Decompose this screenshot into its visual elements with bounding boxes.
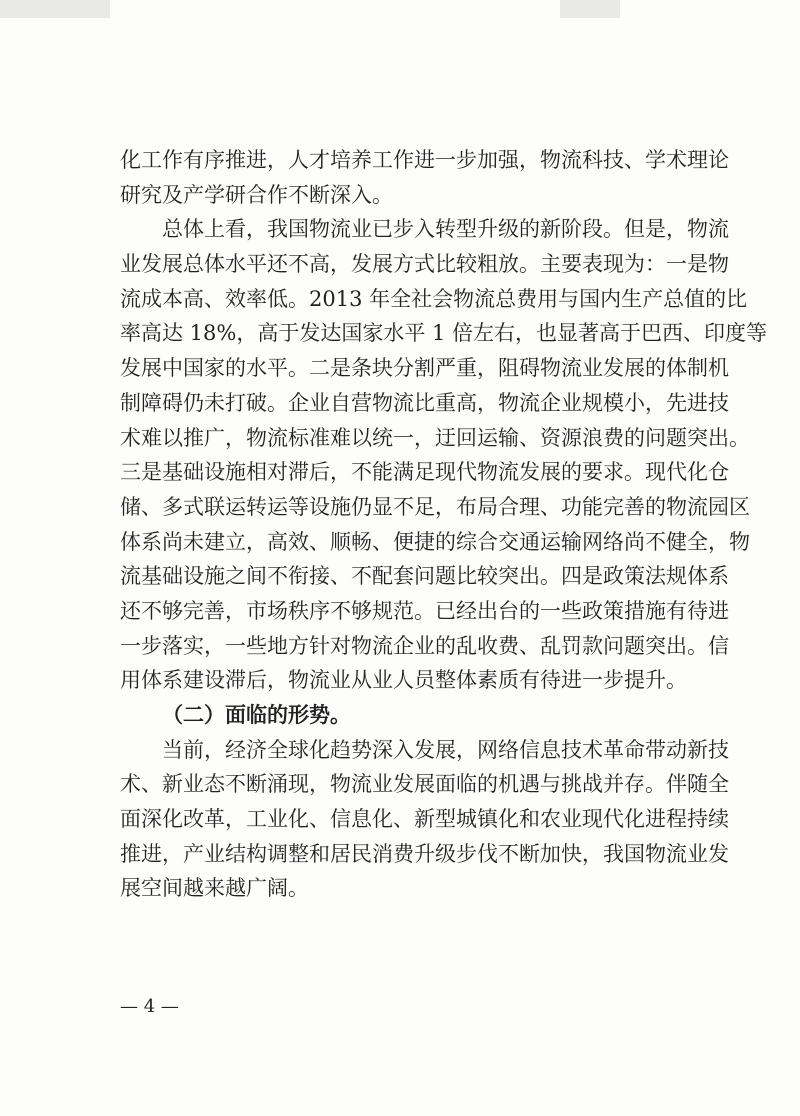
document-body <box>120 143 768 906</box>
text-line: 业发展总体水平还不高，发展方式比较粗放。主要表现为：一是物 <box>120 252 729 277</box>
text-line: 发展中国家的水平。二是条块分割严重，阻碍物流业发展的体制机 <box>120 356 729 381</box>
text-line: 率高达 18%，高于发达国家水平 1 倍左右，也显著高于巴西、印度等 <box>120 321 768 346</box>
text-line: 三是基础设施相对滞后，不能满足现代物流发展的要求。现代化仓 <box>120 460 729 485</box>
text-line: 储、多式联运转运等设施仍显不足，布局合理、功能完善的物流园区 <box>120 494 750 519</box>
paragraph <box>120 733 729 906</box>
text-line: 术、新业态不断涌现，物流业发展面临的机遇与挑战并存。伴随全 <box>120 772 729 797</box>
text-line: 术难以推广，物流标准难以统一，迂回运输、资源浪费的问题突出。 <box>120 425 750 450</box>
text-line: 展空间越来越广阔。 <box>120 876 309 901</box>
text-line: （二）面临的形势。 <box>162 703 351 727</box>
page-number: — 4 — <box>120 996 179 1017</box>
text-line: 一步落实，一些地方针对物流企业的乱收费、乱罚款问题突出。信 <box>120 633 729 658</box>
text-line: 当前，经济全球化趋势深入发展，网络信息技术革命带动新技 <box>162 737 729 762</box>
text-line: 流基础设施之间不衔接、不配套问题比较突出。四是政策法规体系 <box>120 564 729 589</box>
text-line: 推进，产业结构调整和居民消费升级步伐不断加快，我国物流业发 <box>120 841 729 866</box>
text-line: 面深化改革，工业化、信息化、新型城镇化和农业现代化进程持续 <box>120 807 729 832</box>
text-line: 体系尚未建立，高效、顺畅、便捷的综合交通运输网络尚不健全，物 <box>120 529 750 554</box>
paragraph <box>120 143 729 212</box>
text-line: 还不够完善，市场秩序不够规范。已经出台的一些政策措施有待进 <box>120 598 729 623</box>
section-heading <box>120 698 688 733</box>
text-line: 总体上看，我国物流业已步入转型升级的新阶段。但是，物流 <box>162 217 729 242</box>
text-line: 流成本高、效率低。2013 年全社会物流总费用与国内生产总值的比 <box>120 286 748 311</box>
text-line: 化工作有序推进，人才培养工作进一步加强，物流科技、学术理论 <box>120 148 729 172</box>
text-line: 制障碍仍未打破。企业自营物流比重高，物流企业规模小，先进技 <box>120 390 729 415</box>
paragraph <box>120 212 768 698</box>
scan-artifact-left <box>0 0 110 18</box>
text-line: 用体系建设滞后，物流业从业人员整体素质有待进一步提升。 <box>120 668 687 693</box>
scan-artifact-right <box>560 0 620 18</box>
text-line: 研究及产学研合作不断深入。 <box>120 182 393 207</box>
